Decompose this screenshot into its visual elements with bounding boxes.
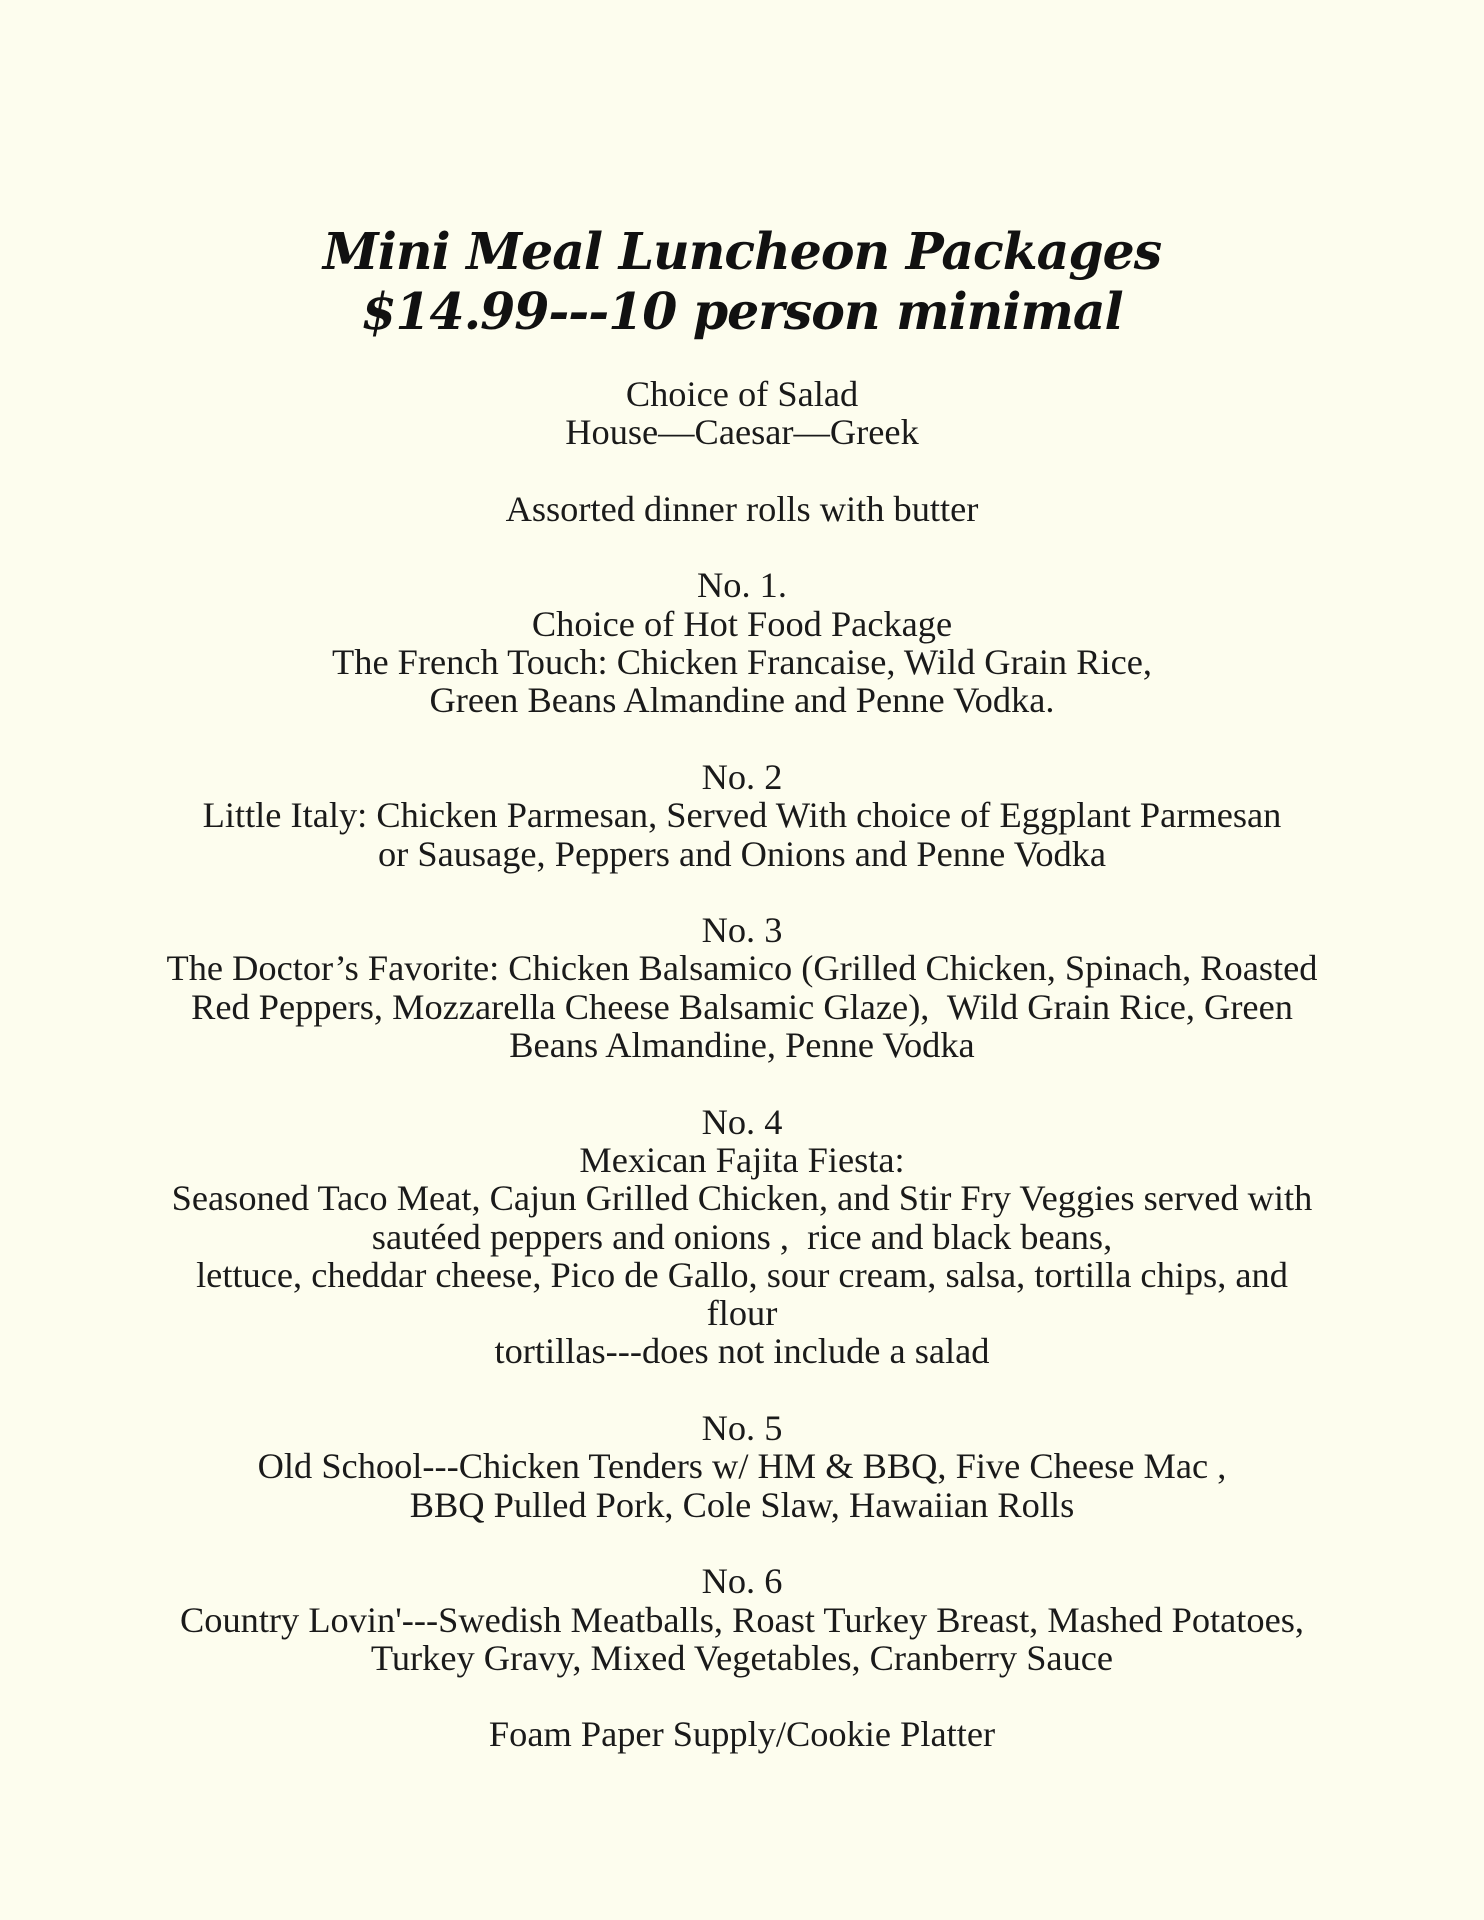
package-2 bbox=[0, 758, 1484, 873]
package-4-line-1: Seasoned Taco Meat, Cajun Grilled Chicken, and Stir Fry Veggies served with bbox=[171, 1178, 1313, 1219]
package-4-line-2: sautéed peppers and onions , rice and black beans, bbox=[371, 1216, 1113, 1257]
package-3-line-2: Red Peppers, Mozzarella Cheese Balsamic Glaze), Wild Grain Rice, Green bbox=[191, 986, 1293, 1027]
package-5-line-2: BBQ Pulled Pork, Cole Slaw, Hawaiian Rolls bbox=[409, 1484, 1075, 1525]
package-4 bbox=[0, 1103, 1484, 1371]
package-6 bbox=[0, 1562, 1484, 1677]
salad-options: House—Caesar—Greek bbox=[565, 412, 919, 453]
package-1-line-1: The French Touch: Chicken Francaise, Wild Grain Rice, bbox=[332, 642, 1152, 683]
package-4-line-5: tortillas---does not include a salad bbox=[494, 1331, 990, 1372]
package-6-line-2: Turkey Gravy, Mixed Vegetables, Cranberry Sauce bbox=[370, 1637, 1114, 1678]
package-2-line-2: or Sausage, Peppers and Onions and Penne Vodka bbox=[377, 833, 1107, 874]
package-5 bbox=[0, 1409, 1484, 1524]
package-3 bbox=[0, 911, 1484, 1064]
menu-body bbox=[0, 375, 1484, 1754]
package-1-heading: Choice of Hot Food Package bbox=[531, 603, 953, 644]
footer-section bbox=[0, 1715, 1484, 1753]
package-5-line-1: Old School---Chicken Tenders w/ HM & BBQ, Five Cheese Mac , bbox=[257, 1446, 1227, 1487]
package-1-number: No. 1. bbox=[697, 565, 787, 606]
rolls-text: Assorted dinner rolls with butter bbox=[505, 488, 979, 529]
package-3-line-1: The Doctor’s Favorite: Chicken Balsamico (Grilled Chicken, Spinach, Roasted bbox=[166, 948, 1318, 989]
package-3-line-3: Beans Almandine, Penne Vodka bbox=[509, 1025, 975, 1066]
page-title bbox=[0, 222, 1484, 342]
salad-section bbox=[0, 375, 1484, 452]
title-line-1: Mini Meal Luncheon Packages bbox=[322, 222, 1162, 281]
package-1-line-2: Green Beans Almandine and Penne Vodka. bbox=[429, 680, 1055, 721]
rolls-section bbox=[0, 490, 1484, 528]
package-6-line-1: Country Lovin'---Swedish Meatballs, Roast Turkey Breast, Mashed Potatoes, bbox=[180, 1599, 1304, 1640]
package-4-number: No. 4 bbox=[701, 1101, 783, 1142]
package-5-number: No. 5 bbox=[701, 1408, 783, 1449]
package-4-heading: Mexican Fajita Fiesta: bbox=[579, 1139, 905, 1180]
package-3-number: No. 3 bbox=[701, 910, 783, 951]
package-2-number: No. 2 bbox=[701, 756, 783, 797]
footer-text: Foam Paper Supply/Cookie Platter bbox=[488, 1714, 996, 1755]
salad-heading: Choice of Salad bbox=[625, 374, 859, 414]
package-4-line-3: lettuce, cheddar cheese, Pico de Gallo, sour cream, salsa, tortilla chips, and bbox=[196, 1254, 1288, 1295]
package-6-number: No. 6 bbox=[701, 1561, 783, 1602]
package-1 bbox=[0, 566, 1484, 719]
package-4-line-4: flour bbox=[706, 1293, 778, 1334]
title-line-2-price: $14.99---10 person minimal bbox=[361, 282, 1123, 341]
package-2-line-1: Little Italy: Chicken Parmesan, Served With choice of Eggplant Parmesan bbox=[202, 795, 1282, 836]
